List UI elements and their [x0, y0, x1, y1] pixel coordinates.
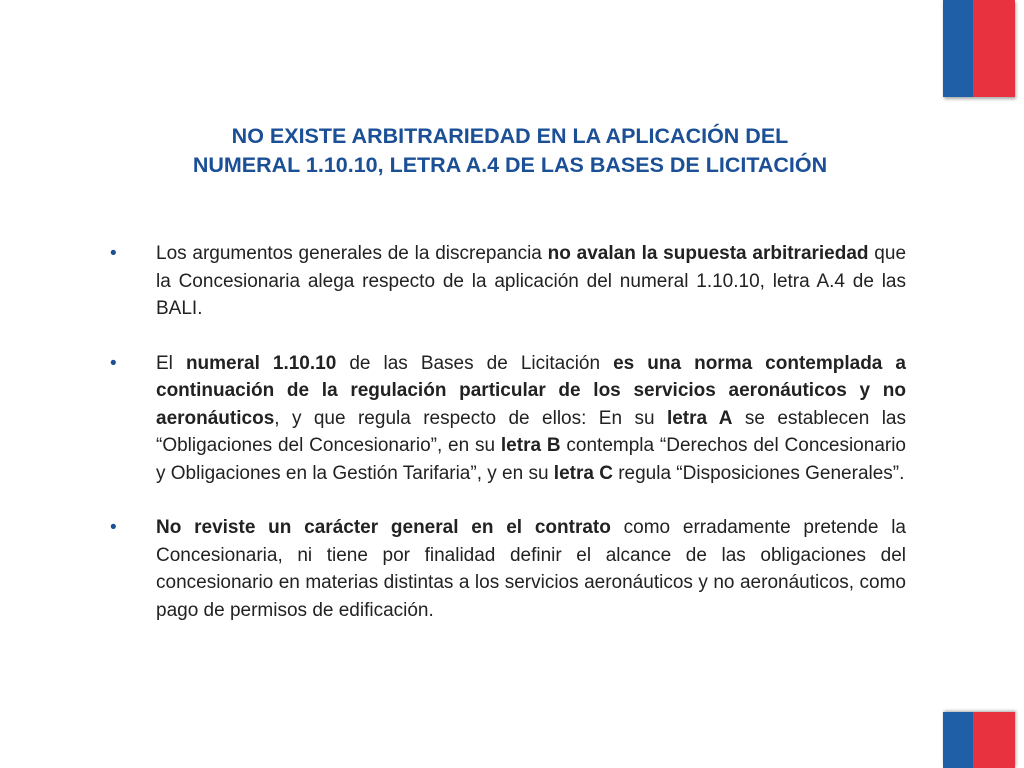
chile-flag-decoration-bottom: [943, 712, 1015, 768]
text-segment-bold: numeral 1.10.10: [185, 352, 337, 374]
bullet-item: [110, 350, 906, 488]
text-segment-bold: letra B: [500, 435, 561, 456]
bullet-item: [110, 514, 906, 624]
text-segment: regula “Disposiciones Generales”.: [612, 462, 905, 484]
text-segment: que la Concesionaria alega respecto de la aplicación del numeral 1.10.10, letra A.4 de las BALI.: [156, 243, 907, 319]
bullet-text: [156, 240, 906, 323]
flag-red-stripe: [973, 0, 1015, 97]
bullet-dot-icon: •: [110, 243, 117, 264]
text-segment: , y que regula respecto de ellos: En su: [274, 407, 667, 429]
text-segment-bold: no avalan la supuesta arbitrariedad: [547, 243, 869, 264]
bullet-list: [110, 240, 906, 651]
bullet-dot-icon: •: [110, 517, 117, 538]
text-segment-bold: letra A: [666, 407, 733, 429]
text-segment: se establecen las “Obligaciones del Concesionario”, en su: [156, 407, 906, 456]
flag-blue-stripe: [943, 712, 973, 768]
text-segment: contempla “Derechos del Concesionario y Obligaciones en la Gestión Tarifaria”, y en su: [156, 435, 907, 484]
title-line-1: NO EXISTE ARBITRARIEDAD EN LA APLICACIÓN DEL: [231, 124, 789, 148]
text-segment-bold: No reviste un carácter general en el contrato: [156, 517, 611, 538]
chile-flag-decoration-top: [943, 0, 1015, 97]
bullet-dot-icon: •: [110, 352, 117, 374]
text-segment-bold: es una norma contemplada a continuación de la regulación particular de los servicios aeronáuticos y no aeronáuticos: [156, 352, 906, 429]
text-segment: Los argumentos generales de la discrepancia: [156, 243, 548, 264]
flag-red-stripe: [973, 712, 1015, 768]
text-segment: El: [156, 352, 186, 374]
slide-title: [100, 122, 920, 180]
bullet-text: [156, 350, 906, 488]
bullet-text: [156, 514, 906, 624]
bullet-item: [110, 240, 906, 323]
flag-blue-stripe: [943, 0, 973, 97]
title-line-2: NUMERAL 1.10.10, LETRA A.4 DE LAS BASES DE LICITACIÓN: [192, 153, 828, 177]
text-segment-bold: letra C: [553, 462, 613, 484]
text-segment: como erradamente pretende la Concesionaria, ni tiene por finalidad definir el alcance de las obligaciones del concesionario en materias distintas a los servicios aeronáuticos y no aeronáuticos, como pago de permisos de edificación.: [156, 517, 907, 621]
text-segment: de las Bases de Licitación: [336, 352, 614, 374]
